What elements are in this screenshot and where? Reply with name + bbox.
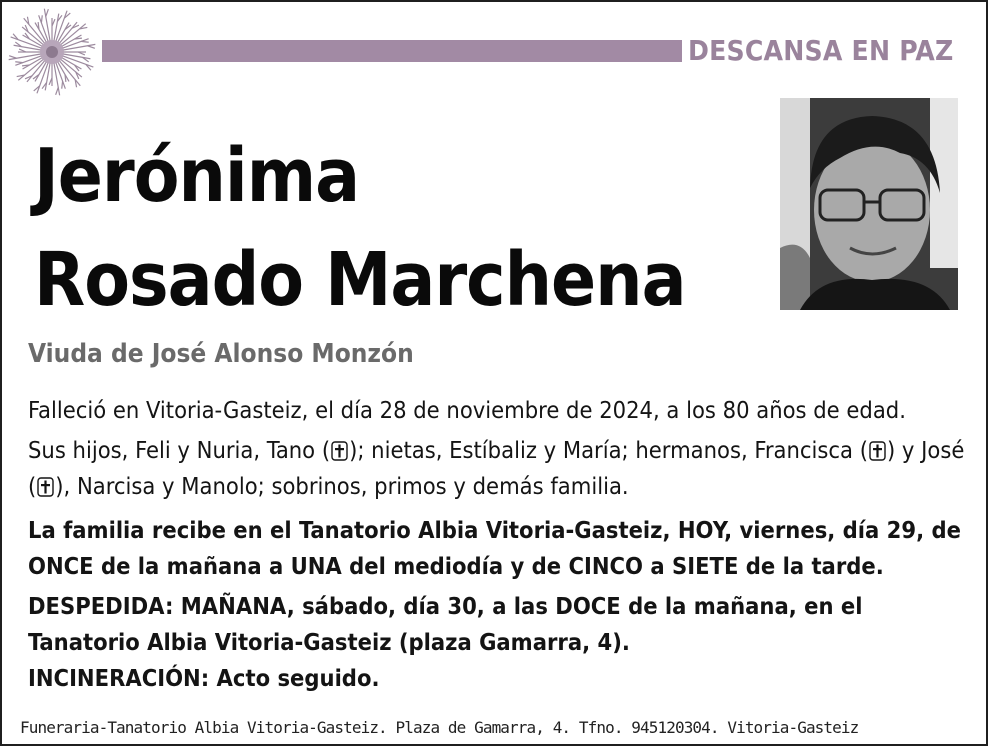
deceased-first-name: Jerónima: [34, 133, 359, 219]
family-text-part: Sus hijos, Feli y Nuria, Tano (: [28, 436, 331, 464]
widow-line: Viuda de José Alonso Monzón: [28, 339, 414, 369]
family-text-part: ), Narcisa y Manolo; sobrinos, primos y demás familia.: [55, 472, 629, 500]
death-announcement: Falleció en Vitoria-Gasteiz, el día 28 de noviembre de 2024, a los 80 años de edad.: [28, 396, 906, 424]
reception-info: La familia recibe en el Tanatorio Albia Vitoria-Gasteiz, HOY, viernes, día 29, de ONCE de la mañana a UNA del mediodía y de CINCO a SIETE de la tarde.: [28, 516, 961, 580]
family-text-part: ); nietas, Estíbaliz y María; hermanos, Francisca (: [349, 436, 868, 464]
cremation-info: INCINERACIÓN: Acto seguido.: [28, 664, 380, 692]
cross-icon: [869, 441, 886, 461]
cross-icon: [331, 441, 348, 461]
cross-icon: [37, 477, 54, 497]
family-list: [28, 432, 968, 504]
funeral-home-footer: Funeraria-Tanatorio Albia Vitoria-Gasteiz. Plaza de Gamarra, 4. Tfno. 945120304. Vitoria-Gasteiz: [20, 718, 859, 737]
family-text-part: ) y José (: [28, 436, 965, 500]
farewell-info: DESPEDIDA: MAÑANA, sábado, día 30, a las DOCE de la mañana, en el Tanatorio Albia Vitoria-Gasteiz (plaza Gamarra, 4).: [28, 592, 863, 656]
header-banner-text: DESCANSA EN PAZ: [688, 34, 954, 67]
header-accent-bar: [102, 40, 682, 62]
deceased-surnames: Rosado Marchena: [34, 237, 686, 323]
thistle-flower-icon: [8, 8, 96, 96]
deceased-portrait-photo: [780, 98, 958, 310]
